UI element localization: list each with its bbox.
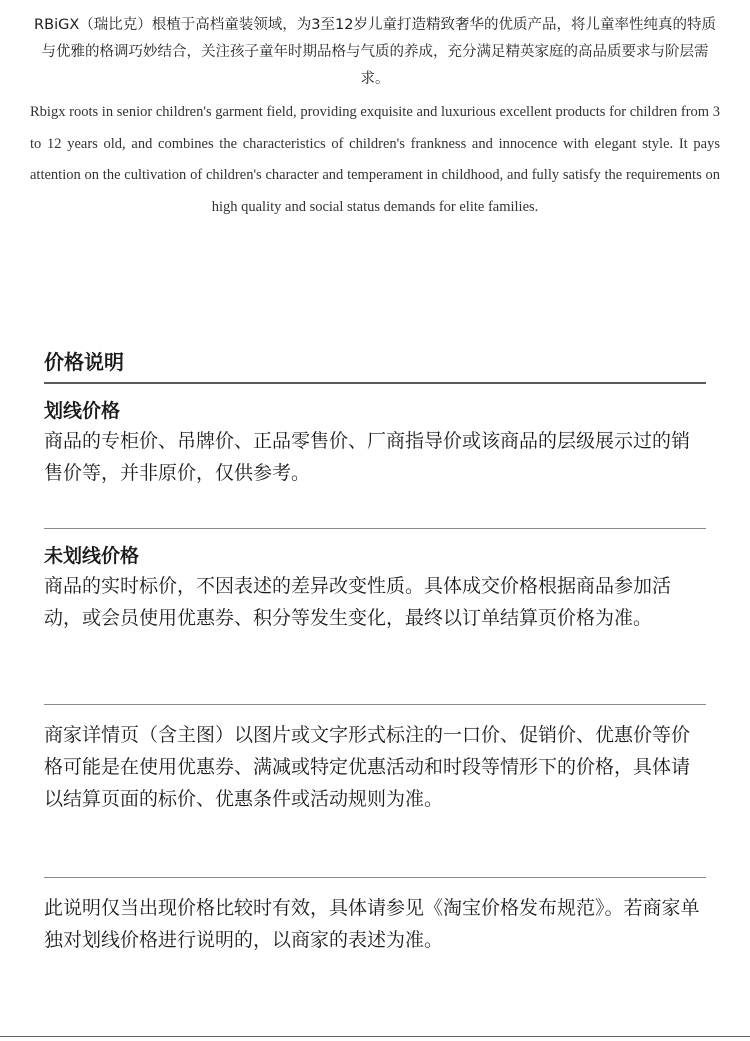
regular-price-text: 商品的实时标价，不因表述的差异改变性质。具体成交价格根据商品参加活动，或会员使用优惠券、积分等发生变化，最终以订单结算页价格为准。 [44,575,672,629]
strikethrough-price-text: 商品的专柜价、吊牌价、正品零售价、厂商指导价或该商品的层级展示过的销售价等，并非原价，仅供参考。 [44,430,691,484]
validity-note-text: 此说明仅当出现价格比较时有效，具体请参见《淘宝价格发布规范》。若商家单独对划线价格进行说明的，以商家的表述为准。 [44,897,700,951]
brand-intro-english: Rbigx roots in senior children's garment field, providing exquisite and luxurious excellent products for children from 3 to 12 years old, and combines the characteristics of children's frankness and innocence with elegant style. It pays attention on the cultivation of children's character and temperament in childhood, and fully satisfy the requirements on high quality and social status demands for elite families. [30,104,720,215]
strikethrough-price-block [44,384,706,529]
regular-price-heading: 未划线价格 [44,545,140,567]
strikethrough-price-heading: 划线价格 [44,400,121,422]
regular-price-block [44,529,706,705]
bottom-divider [0,1036,750,1037]
price-notice-title: 价格说明 [44,344,706,384]
promotion-price-text: 商家详情页（含主图）以图片或文字形式标注的一口价、促销价、优惠价等价格可能是在使用优惠券、满减或特定优惠活动和时段等情形下的价格，具体请以结算页面的标价、优惠条件或活动规则为准。 [44,724,691,810]
price-notice-section [44,344,706,956]
brand-intro-chinese: RBiGX（瑞比克）根植于高档童装领域，为3至12岁儿童打造精致奢华的优质产品，将儿童率性纯真的特质与优雅的格调巧妙结合，关注孩子童年时期品格与气质的养成，充分满足精英家庭的高品质要求与阶层需求。 [34,17,716,87]
promotion-price-block [44,705,706,878]
brand-intro [30,12,720,223]
validity-note-block [44,878,706,956]
